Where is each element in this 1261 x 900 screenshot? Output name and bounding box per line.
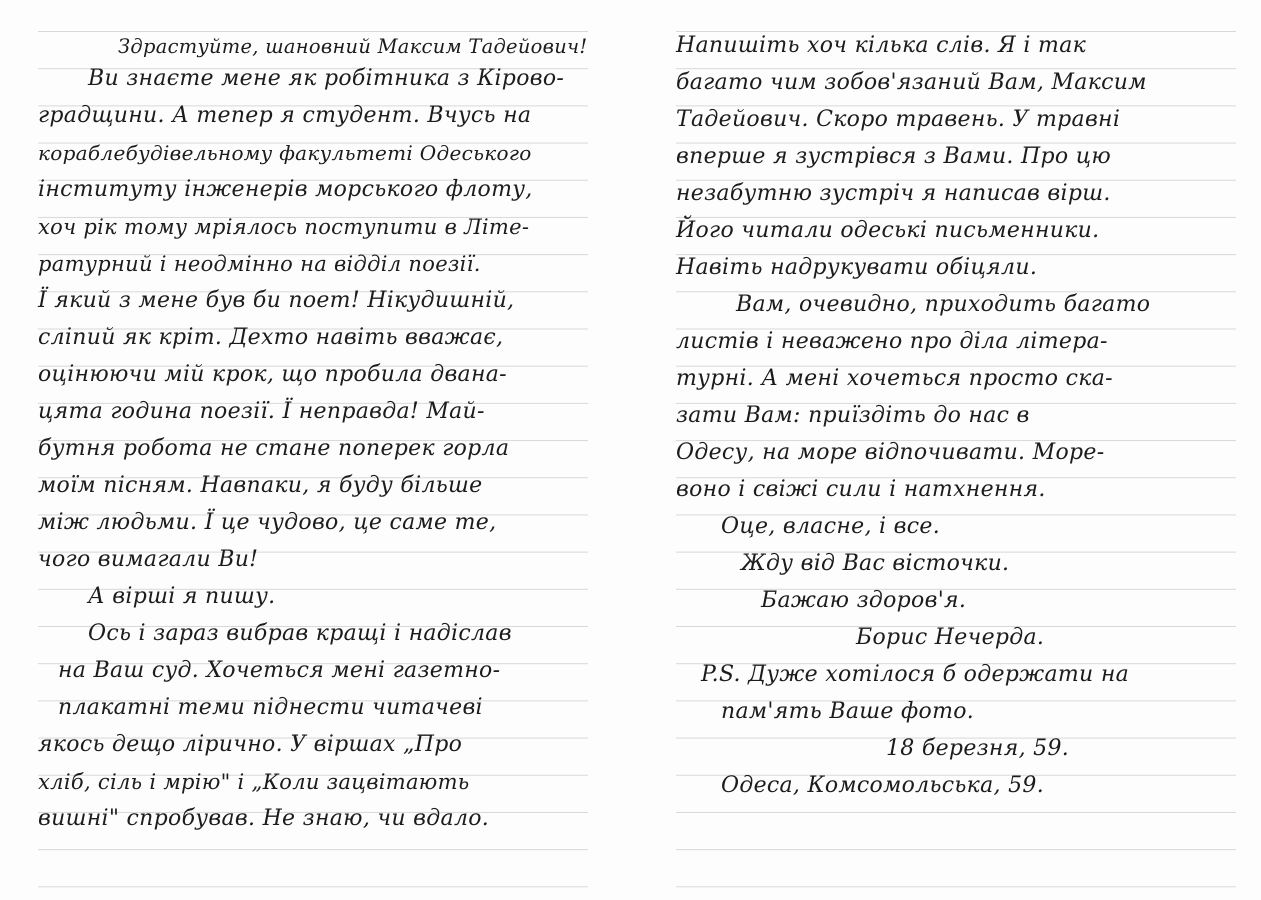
letter-date: 18 березня, 59. [886,736,1070,761]
letter-line: сліпий як кріт. Дехто навіть вважає, [38,325,504,350]
letter-line: бутня робота не стане поперек горла [38,436,510,461]
letter-line: Одесу, на море відпочивати. Море- [676,440,1105,465]
letter-line: А вірші я пишу. [88,584,276,609]
letter-line: якось дещо лірично. У віршах „Про [38,732,463,757]
letter-greeting: Здрастуйте, шановний Максим Тадейович! [118,34,588,58]
letter-line: турні. А мені хочеться просто ска- [676,366,1113,391]
letter-line: Ви знаєте мене як робітника з Кірово- [88,66,565,91]
letter-line: кораблебудівельному факультеті Одеського [38,141,532,165]
letter-line: зати Вам: приїздіть до нас в [676,403,1030,428]
letter-line: між людьми. Ї це чудово, це саме те, [38,510,497,535]
letter-line: Навіть надрукувати обіцяли. [676,255,1038,280]
letter-line: вперше я зустрівся з Вами. Про цю [676,144,1112,169]
letter-line: оцінюючи мій крок, що пробила двана- [38,362,507,387]
right-page [676,0,1236,900]
letter-signature: Борис Нечерда. [856,625,1045,650]
left-page [38,0,588,900]
letter-line: Вам, очевидно, приходить багато [736,292,1151,317]
letter-closing: Бажаю здоров'я. [761,588,967,613]
letter-line: градщини. А тепер я студент. Вчусь на [38,103,532,128]
letter-line: багато чим зобов'язаний Вам, Максим [676,70,1147,95]
letter-address: Одеса, Комсомольська, 59. [721,773,1044,798]
letter-line: інституту інженерів морського флоту, [38,177,533,202]
letter-line: моїм пісням. Навпаки, я буду більше [38,473,483,498]
letter-line: вишні" спробував. Не знаю, чи вдало. [38,806,490,831]
letter-closing: Оце, власне, і все. [721,514,941,539]
letter-line: листів і неважено про діла літера- [676,329,1108,354]
letter-line: незабутню зустріч я написав вірш. [676,181,1111,206]
letter-line: Ї який з мене був би поет! Нікудишній, [38,288,515,313]
letter-line: на Ваш суд. Хочеться мені газетно- [58,658,501,683]
letter-line: хліб, сіль і мрію" і „Коли зацвітають [38,770,470,794]
letter-line: чого вимагали Ви! [38,547,259,572]
letter-closing: Жду від Вас вісточки. [741,551,1010,576]
letter-line: Напишіть хоч кілька слів. Я і так [676,33,1087,58]
letter-line: хоч рік тому мріялось поступити в Літе- [38,215,530,239]
letter-line: воно і свіжі сили і натхнення. [676,477,1046,502]
letter-line: цята година поезії. Ї неправда! Май- [38,399,485,424]
letter-postscript: пам'ять Ваше фото. [721,699,975,724]
letter-line: плакатні теми піднести читачеві [58,695,483,720]
letter-line: Тадейович. Скоро травень. У травні [676,107,1121,132]
letter-line: Ось і зараз вибрав кращі і надіслав [88,621,512,646]
letter-line: ратурний і неодмінно на відділ поезії. [38,252,481,276]
letter-line: Його читали одеські письменники. [676,218,1100,243]
letter-postscript: P.S. Дуже хотілося б одержати на [701,662,1130,687]
